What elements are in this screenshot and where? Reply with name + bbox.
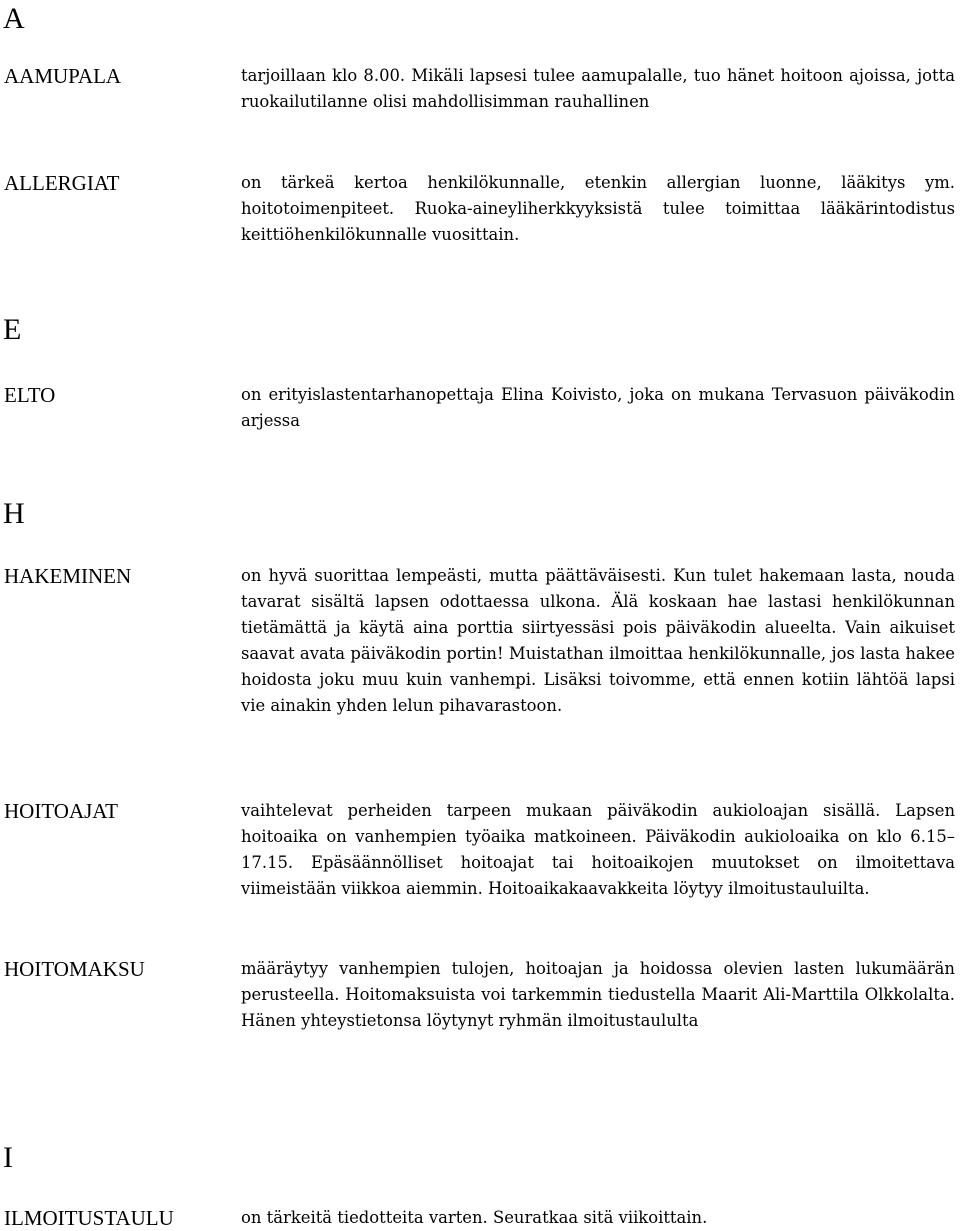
entry-term: ALLERGIAT — [4, 171, 120, 195]
entry-definition: tarjoillaan klo 8.00. Mikäli lapsesi tulee aamupalalle, tuo hänet hoitoon ajoissa, jotta ruokailutilanne olisi mahdollisimman rauhallinen — [241, 66, 955, 111]
entry-term: ELTO — [4, 383, 56, 407]
entry-definition: on erityislastentarhanopettaja Elina Koivisto, joka on mukana Tervasuon päiväkodin arjessa — [241, 385, 955, 430]
entry-definition: vaihtelevat perheiden tarpeen mukaan päiväkodin aukioloajan sisällä. Lapsen hoitoaika on vanhempien työaika matkoineen. Päiväkodin aukioloaika on klo 6.15–17.15. Epäsäännölliset hoitoajat tai hoitoaikojen muutokset on ilmoitettava viimeistään viikkoa aiemmin. Hoitoaikakaavakkeita löytyy ilmoitustauluilta. — [241, 801, 955, 898]
entry-term: ILMOITUSTAULU — [4, 1206, 174, 1230]
section-heading-e: E — [3, 313, 22, 346]
entry-definition: on tärkeitä tiedotteita varten. Seuratkaa sitä viikoittain. — [241, 1208, 708, 1227]
entry-term: HOITOMAKSU — [4, 957, 145, 981]
entry-definition: määräytyy vanhempien tulojen, hoitoajan ja hoidossa olevien lasten lukumäärän perusteella. Hoitomaksuista voi tarkemmin tiedustella Maarit Ali-Marttila Olkkolalta. Hänen yhteystietonsa löytynyt ryhmän ilmoitustaululta — [241, 959, 955, 1030]
entry-term: HAKEMINEN — [4, 564, 132, 588]
entry-definition: on hyvä suorittaa lempeästi, mutta päättäväisesti. Kun tulet hakemaan lasta, nouda tavarat sisältä lapsen odottaessa ulkona. Älä koskaan hae lastasi henkilökunnan tietämättä ja käytä aina porttia siirtyessäsi pois päiväkodin alueelta. Vain aikuiset saavat avata päiväkodin portin! Muistathan ilmoittaa henkilökunnalle, jos lasta hakee hoidosta joku muu kuin vanhempi. Lisäksi toivomme, että ennen kotiin lähtöä lapsi vie ainakin yhden lelun pihavarastoon. — [241, 566, 955, 715]
entry-definition: on tärkeä kertoa henkilökunnalle, etenkin allergian luonne, lääkitys ym. hoitotoimenpiteet. Ruoka-aineyliherkkyyksistä tulee toimittaa lääkärintodistus keittiöhenkilökunnalle vuosittain. — [241, 173, 955, 244]
entry-term: HOITOAJAT — [4, 799, 118, 823]
section-heading-a: A — [3, 2, 25, 35]
section-heading-i: I — [3, 1141, 13, 1174]
entry-term: AAMUPALA — [4, 64, 122, 88]
section-heading-h: H — [3, 497, 25, 530]
